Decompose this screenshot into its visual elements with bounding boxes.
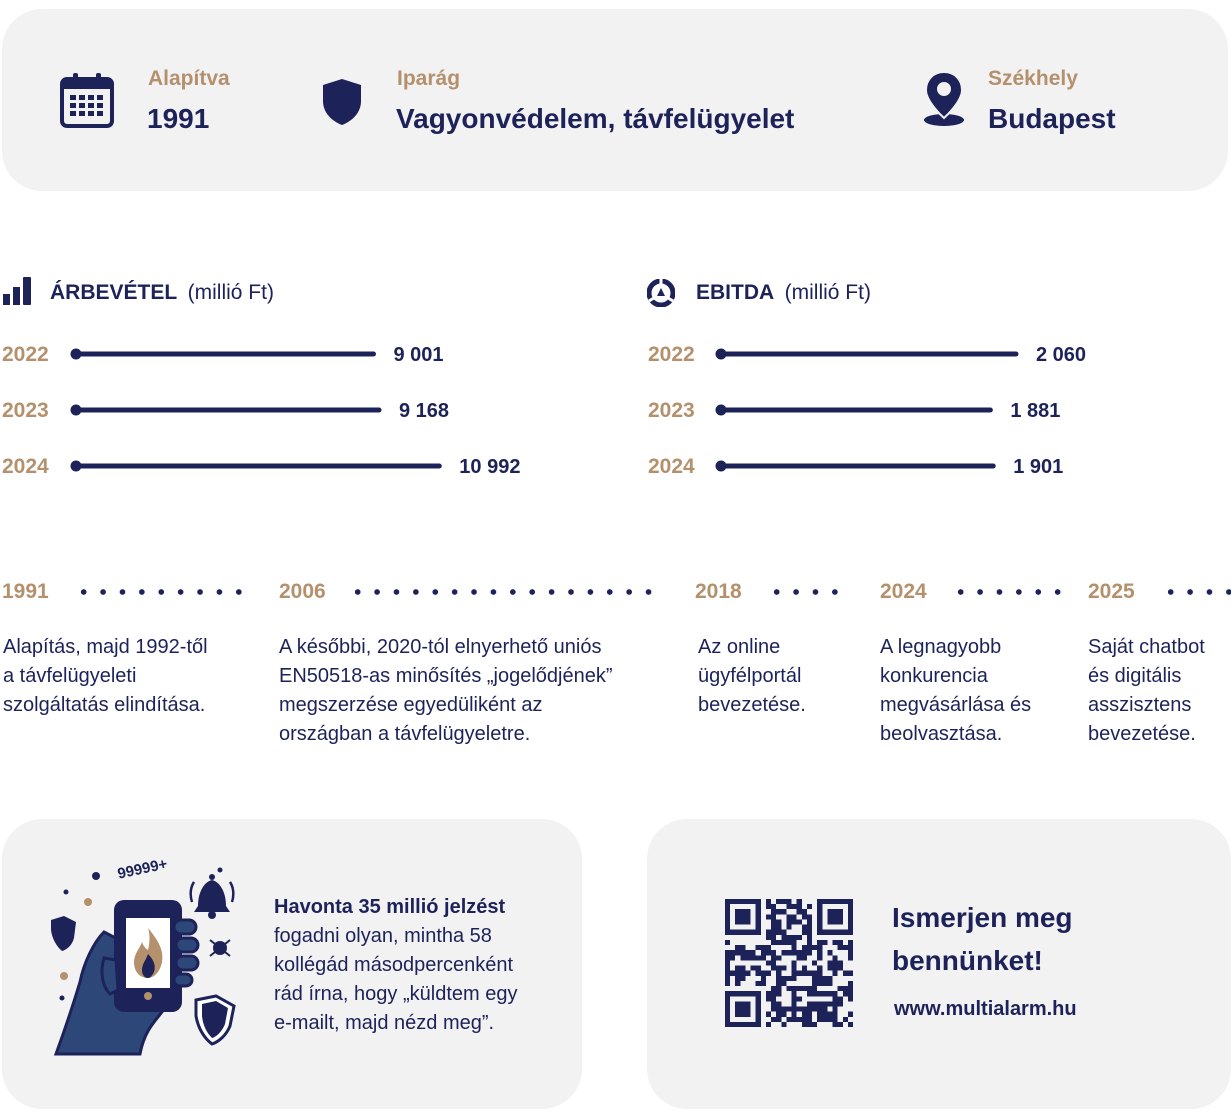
notification-count-badge: 99999+	[116, 855, 169, 883]
timeline-dots	[1161, 589, 1231, 595]
timeline-year: 2024	[880, 580, 927, 603]
timeline-line: beolvasztása.	[880, 723, 1003, 745]
ebitda-chart-svg	[645, 330, 1231, 490]
chart-bar-dot	[716, 405, 727, 416]
chart-bar-dot	[71, 349, 82, 360]
timeline-line: ügyfélportál	[698, 665, 802, 687]
timeline-year: 1991	[2, 580, 49, 603]
timeline-line: A későbbi, 2020-tól elnyerhető uniós	[279, 636, 602, 658]
timeline-year: 2006	[279, 580, 326, 603]
chart-year-label: 2023	[648, 399, 695, 422]
timeline-line: országban a távfelügyeletre.	[279, 723, 531, 745]
ebitda-chart-title	[696, 281, 871, 305]
industry-value: Vagyonvédelem, távfelügyelet	[396, 103, 795, 134]
timeline-line: Az online	[698, 636, 781, 658]
chart-value-label: 9 168	[399, 400, 450, 422]
phone-alert-illustration	[44, 862, 244, 1062]
timeline-text	[3, 633, 208, 720]
chart-year-label: 2022	[648, 343, 695, 366]
timeline-line: megvásárlása és	[880, 694, 1032, 716]
chart-bar-dot	[716, 349, 727, 360]
revenue-chart-title	[50, 281, 274, 305]
timeline-text	[1088, 633, 1205, 749]
timeline-year: 2025	[1088, 580, 1135, 603]
contact-heading-line2: bennünket!	[892, 945, 1043, 976]
chart-bar-dot	[71, 405, 82, 416]
ebitda-title: EBITDA	[696, 281, 775, 304]
signals-line: e-mailt, majd nézd meg”.	[274, 1012, 495, 1034]
signals-line: fogadni olyan, mintha 58	[274, 925, 492, 947]
bar-chart-icon	[3, 277, 33, 305]
shield-icon	[321, 77, 363, 127]
timeline-line: EN50518-as minősítés „jogelődjének”	[279, 665, 613, 687]
founded-label: Alapítva	[148, 67, 230, 90]
chart-value-label: 1 901	[1013, 456, 1064, 478]
website-link[interactable]: www.multialarm.hu	[894, 998, 1077, 1020]
timeline-line: szolgáltatás elindítása.	[3, 694, 206, 716]
chart-year-label: 2024	[648, 455, 695, 478]
chart-year-label: 2023	[2, 399, 49, 422]
timeline-dots	[767, 589, 849, 595]
signals-text	[274, 893, 517, 1038]
ebitda-chart	[645, 330, 1231, 490]
timeline-line: megszerzése egyedüliként az	[279, 694, 543, 716]
timeline-year: 2018	[695, 580, 742, 603]
timeline-text	[698, 633, 806, 720]
chart-bar-dot	[71, 461, 82, 472]
company-info-card	[2, 9, 1228, 191]
revenue-unit: (millió Ft)	[187, 281, 274, 304]
timeline-dots	[348, 589, 658, 595]
timeline-line: és digitális	[1088, 665, 1182, 687]
timeline-line: bevezetése.	[698, 694, 806, 716]
industry-label: Iparág	[397, 67, 461, 90]
timeline-line: A legnagyobb	[880, 636, 1002, 658]
timeline-line: bevezetése.	[1088, 723, 1196, 745]
signals-line: kollégád másodpercenként	[274, 954, 514, 976]
chart-year-label: 2024	[2, 455, 49, 478]
contact-heading-line1: Ismerjen meg	[892, 902, 1073, 933]
qr-code[interactable]	[725, 899, 853, 1027]
timeline-line: konkurencia	[880, 665, 988, 687]
timeline-line: a távfelügyeleti	[3, 665, 137, 687]
signals-bold: Havonta 35 millió jelzést	[274, 896, 506, 918]
timeline-line: Alapítás, majd 1992-től	[3, 636, 208, 658]
chart-year-label: 2022	[2, 343, 49, 366]
founded-value: 1991	[147, 103, 210, 134]
ebitda-unit: (millió Ft)	[784, 281, 871, 304]
map-pin-icon	[922, 70, 966, 128]
qr-modules	[725, 899, 853, 1027]
timeline-line: Saját chatbot	[1088, 636, 1205, 658]
timeline-dots	[951, 589, 1067, 595]
chart-value-label: 10 992	[459, 456, 521, 478]
hq-label: Székhely	[988, 67, 1078, 90]
timeline-line: asszisztens	[1088, 694, 1192, 716]
hq-value: Budapest	[988, 103, 1116, 134]
revenue-chart	[0, 330, 600, 490]
timeline-text	[880, 633, 1031, 749]
revenue-title: ÁRBEVÉTEL	[50, 281, 178, 304]
pie-chart-icon	[647, 279, 675, 307]
chart-value-label: 2 060	[1035, 344, 1087, 366]
chart-bar-dot	[716, 461, 727, 472]
timeline-text	[279, 633, 613, 749]
signals-line: rád írna, hogy „küldtem egy	[274, 983, 518, 1005]
timeline-dots	[74, 589, 248, 595]
chart-value-label: 9 001	[393, 344, 444, 366]
chart-value-label: 1 881	[1010, 400, 1061, 422]
revenue-chart-svg	[0, 330, 600, 490]
calendar-icon	[60, 72, 114, 128]
